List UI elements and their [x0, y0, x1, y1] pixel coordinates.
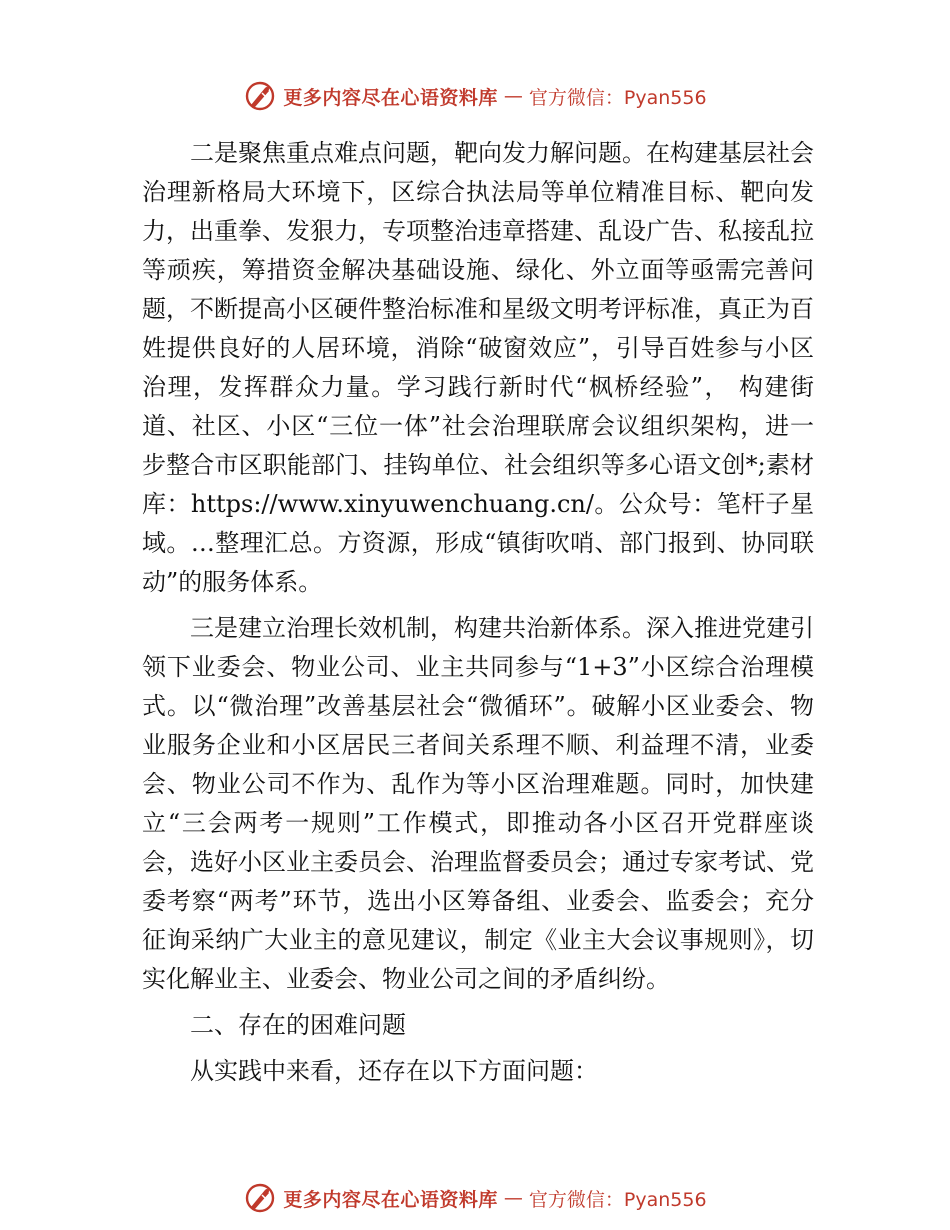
footer-banner — [0, 1178, 950, 1218]
paragraph-2-focus-key-issues: 二是聚焦重点难点问题，靶向发力解问题。在构建基层社会治理新格局大环境下，区综合执法局等单位精准目标、靶向发力，出重拳、发狠力，专项整治违章搭建、乱设广告、私接乱拉等顽疾，筹措资金解决基础设施、绿化、外立面等亟需完善问题，不断提高小区硬件整治标准和星级文明考评标准，真正为百姓提供良好的人居环境，消除“破窗效应”，引导百姓参与小区治理，发挥群众力量。学习践行新时代“枫桥经验”， 构建街道、社区、小区“三位一体”社会治理联席会议组织架构，进一步整合市区职能部门、挂钩单位、社会组织等多心语文创*;素材库：https://www.xinyuwenchuang.cn/。公众号：笔杆子星域。…整理汇总。方资源，形成“镇街吹哨、部门报到、协同联动”的服务体系。 — [142, 139, 814, 596]
document-body — [142, 134, 814, 1098]
footer-wechat-text: 官方微信：Pyan556 — [528, 1188, 707, 1211]
pen-nib-logo-icon — [243, 79, 277, 113]
footer-brand-text: 更多内容尽在心语资料库 — [283, 1188, 498, 1211]
header-brand-text: 更多内容尽在心语资料库 — [283, 86, 498, 109]
section-heading-difficulties: 二、存在的困难问题 — [190, 1011, 406, 1039]
header-banner — [0, 76, 950, 116]
pen-nib-logo-icon — [243, 1181, 277, 1215]
paragraph-3-long-term-mechanism: 三是建立治理长效机制，构建共治新体系。深入推进党建引领下业委会、物业公司、业主共同参与“1+3”小区综合治理模式。以“微治理”改善基层社会“微循环”。破解小区业委会、物业服务企业和小区居民三者间关系理不顺、利益理不清，业委会、物业公司不作为、乱作为等小区治理难题。同时，加快建立“三会两考一规则”工作模式，即推动各小区召开党群座谈会，选好小区业主委员会、治理监督委员会；通过专家考试、党委考察“两考”环节，选出小区筹备组、业委会、监委会；充分征询采纳广大业主的意见建议，制定《业主大会议事规则》，切实化解业主、业委会、物业公司之间的矛盾纠纷。 — [142, 614, 814, 993]
footer-separator: — — [503, 1187, 523, 1209]
paragraph-practice-intro: 从实践中来看，还存在以下方面问题： — [190, 1057, 598, 1085]
header-wechat-text: 官方微信：Pyan556 — [528, 86, 707, 109]
header-separator: — — [503, 85, 523, 107]
